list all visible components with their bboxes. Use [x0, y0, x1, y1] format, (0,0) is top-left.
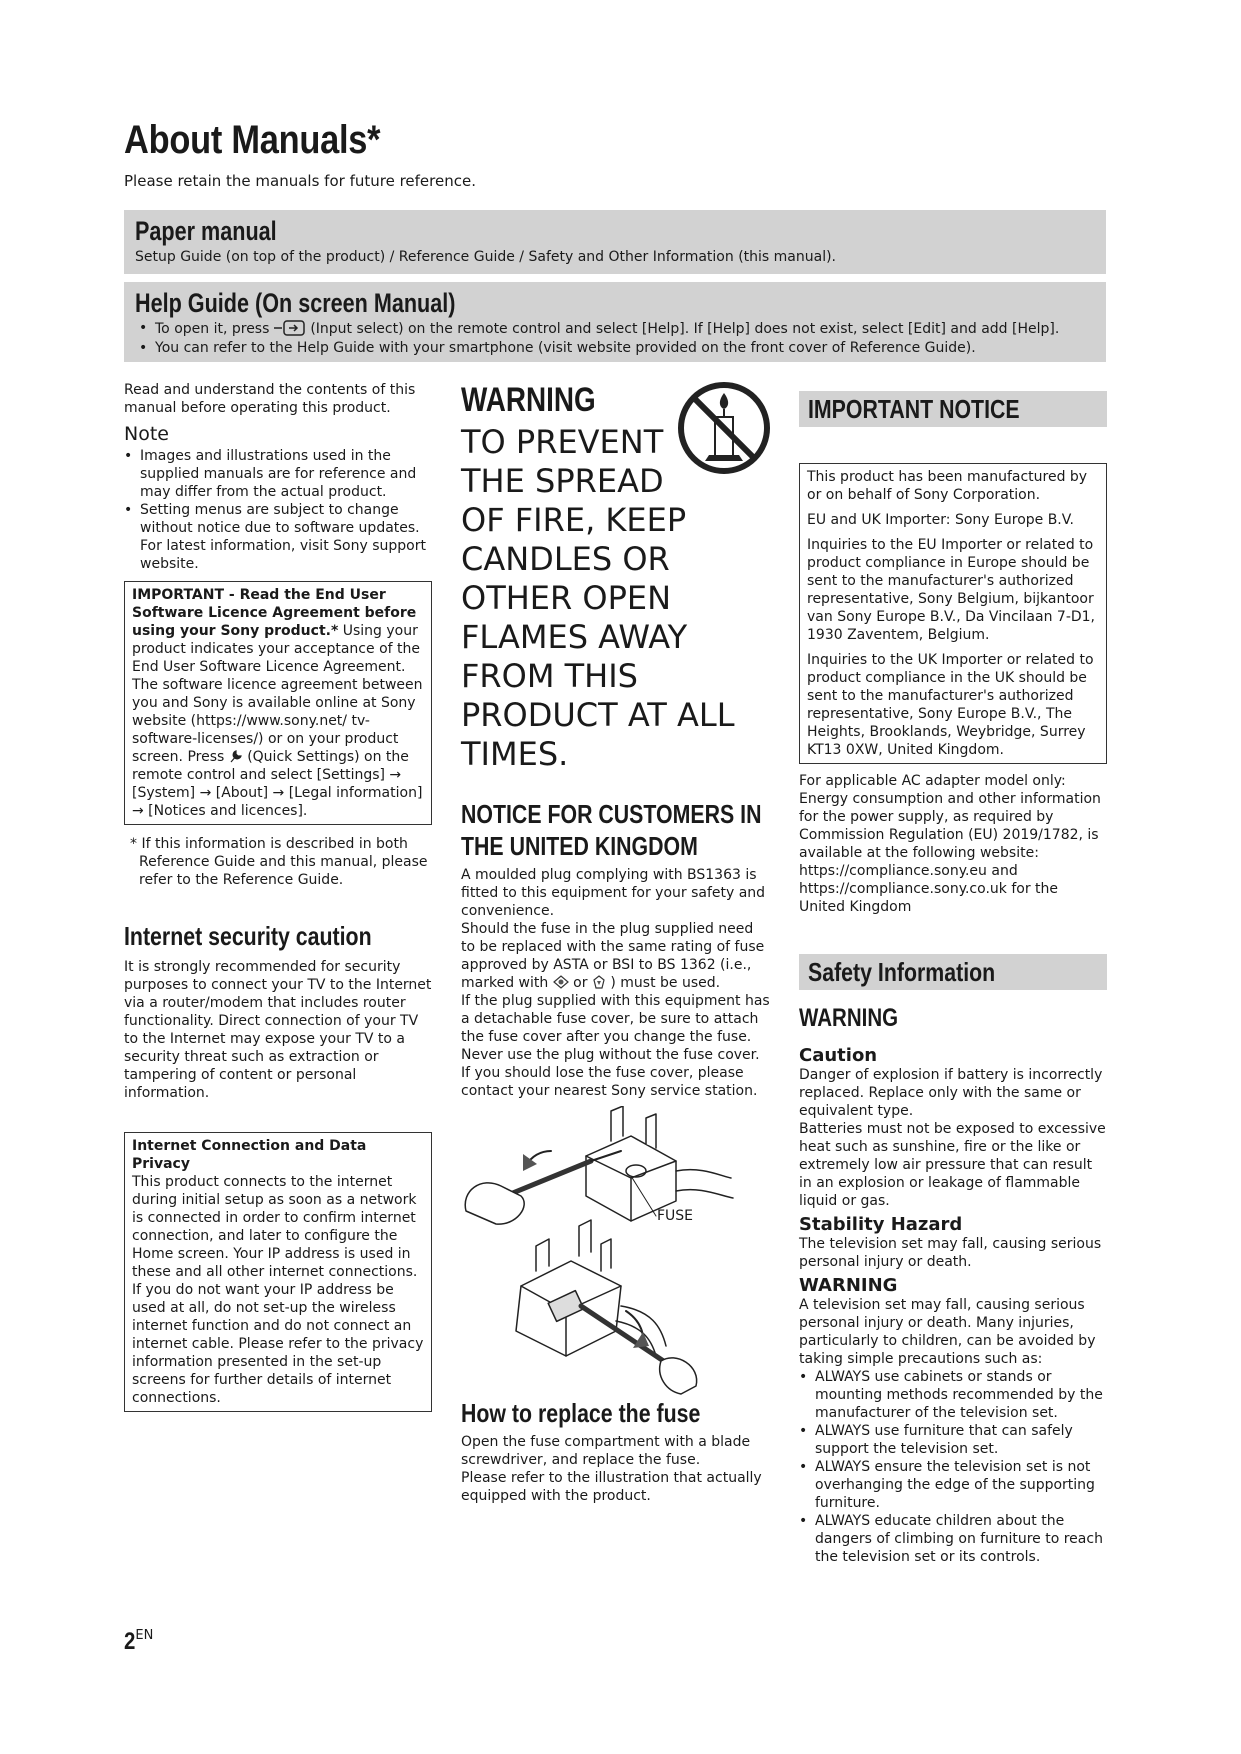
- important-p1: This product has been manufactured by or on behalf of Sony Corporation.: [807, 469, 1088, 503]
- bsi-kitemark-icon: [592, 975, 606, 989]
- help-guide-item: [139, 320, 1059, 337]
- important-p4: Inquiries to the UK Importer or related to product compliance in the UK should be sent to the manufacturer's authorized representative, Sony Europe B.V., The Heights, Brooklands, Weybridge, Surrey KT13 0XW, United Kingdom.: [807, 652, 1094, 758]
- fuse-illustration: [461, 1106, 771, 1396]
- warning2-item: • ALWAYS ensure the television set is not overhanging the edge of the supporting furniture.: [799, 1458, 1107, 1512]
- safety-info-heading: Safety Information: [808, 957, 996, 987]
- no-candle-icon: [675, 379, 773, 477]
- privacy-heading: Internet Connection and Data Privacy: [132, 1138, 367, 1172]
- uk-text-2c: ) must be used.: [610, 975, 721, 991]
- warning-line: THE SPREAD: [461, 462, 664, 500]
- uk-text-2b: or: [573, 975, 588, 991]
- caution-heading: Caution: [799, 1045, 878, 1066]
- fuse-label: FUSE: [657, 1208, 694, 1224]
- replace-fuse-heading: How to replace the fuse: [461, 1398, 701, 1428]
- warning2-text: A television set may fall, causing serious personal injury or death. Many injuries, particularly to children, can be avoided by taking simple precautions such as:: [799, 1297, 1096, 1367]
- left-column: [124, 381, 432, 1412]
- privacy-text: This product connects to the internet during initial setup as soon as a network is connected in order to confirm internet connection, and later to configure the Home screen. Your IP address is used in these and all other internet connections. If you do not want your IP address be used at all, do not set-up the wireless internet function and do not connect an internet cable. Please refer to the privacy information presented in the set-up screens for further details of internet connections.: [132, 1174, 424, 1406]
- replace-fuse-text-2: Please refer to the illustration that actually equipped with the product.: [461, 1470, 762, 1504]
- internet-security-text: It is strongly recommended for security purposes to connect your TV to the Internet via a router/modem that includes router functionality. Direct connection of your TV to the Internet may expose your TV to a security threat such as extraction or tampering of content or personal information.: [124, 959, 432, 1101]
- eula-text: Using your product indicates your acceptance of the End User Software Licence Agreement. The software licence agreement between you and Sony is available online at Sony website (https://www.sony.net/ tv-software-licenses/) or on your product screen. Press: [132, 623, 423, 765]
- help-guide-item-pre: To open it, press: [155, 321, 270, 337]
- caution-text-1: Danger of explosion if battery is incorrectly replaced. Replace only with the same or equivalent type.: [799, 1067, 1103, 1119]
- paper-manual-heading: Paper manual: [135, 216, 277, 246]
- help-guide-item-post: (Input select) on the remote control and select [Help]. If [Help] does not exist, select [Edit] and add [Help].: [310, 321, 1060, 337]
- page-lang: EN: [135, 1628, 154, 1643]
- replace-fuse-text-1: Open the fuse compartment with a blade screwdriver, and replace the fuse.: [461, 1434, 751, 1468]
- eula-text-2: (Quick Settings) on the remote control and select [Settings] → [System] → [About] → [Legal information] → [Notices and licences].: [132, 749, 423, 819]
- privacy-box: [124, 1132, 432, 1412]
- warning-line: FLAMES AWAY: [461, 618, 688, 656]
- uk-text-3: If the plug supplied with this equipment has a detachable fuse cover, be sure to attach the fuse cover after you change the fuse. Never use the plug without the fuse cover. If you should lose the fuse cover, please contact your nearest Sony service station.: [461, 993, 770, 1099]
- note-heading: Note: [124, 423, 169, 445]
- uk-text-1: A moulded plug complying with BS1363 is fitted to this equipment for your safety and convenience.: [461, 867, 766, 919]
- help-guide-box: [124, 282, 1106, 362]
- quick-settings-icon: [229, 749, 243, 763]
- safety-info-bar: [799, 954, 1107, 990]
- uk-text-2: [461, 920, 771, 992]
- page-title: About Manuals*: [124, 118, 381, 162]
- warning2-item: • ALWAYS use cabinets or stands or mounting methods recommended by the manufacturer of the television set.: [799, 1368, 1107, 1422]
- warning-line: FROM THIS: [461, 657, 638, 695]
- eula-bold-text: IMPORTANT - Read the End User Software Licence Agreement before using your Sony product.*: [132, 587, 417, 639]
- uk-text-2a: Should the fuse in the plug supplied need to be replaced with the same rating of fuse approved by ASTA or BSI to BS 1362 (i.e., marked with: [461, 921, 765, 991]
- eula-box: [124, 581, 432, 825]
- page-subtitle: Please retain the manuals for future reference.: [124, 172, 476, 190]
- caution-text-2: Batteries must not be exposed to excessive heat such as sunshine, fire or the like or extremely low air pressure that can result in an explosion or leakage of flammable liquid or gas.: [799, 1121, 1106, 1209]
- uk-notice-heading: [461, 798, 761, 862]
- page-number-value: 2: [124, 1628, 136, 1655]
- warning-line: CANDLES OR: [461, 540, 670, 578]
- warning-line: PRODUCT AT ALL: [461, 696, 735, 734]
- uk-heading-line: NOTICE FOR CUSTOMERS IN: [461, 799, 762, 829]
- right-column: [799, 391, 1107, 1566]
- warning-heading: WARNING: [461, 381, 596, 419]
- internet-security-heading: Internet security caution: [124, 921, 372, 951]
- middle-column: [461, 381, 771, 1505]
- stability-text: The television set may fall, causing serious personal injury or death.: [799, 1236, 1102, 1270]
- page-number: [124, 1628, 153, 1656]
- help-guide-item: • You can refer to the Help Guide with your smartphone (visit website provided on the front cover of Reference Guide).: [139, 340, 976, 356]
- warning2-item: • ALWAYS educate children about the dangers of climbing on furniture to reach the television set or its controls.: [799, 1512, 1107, 1566]
- important-p2: EU and UK Importer: Sony Europe B.V.: [807, 512, 1074, 528]
- adapter-text: For applicable AC adapter model only: Energy consumption and other information for the power supply, as required by Commission Regulation (EU) 2019/1782, is available at the following website: https://compliance.sony.eu and https://compliance.sony.co.uk for the United Kingdom: [799, 773, 1101, 915]
- note-item: • Images and illustrations used in the supplied manuals are for reference and may differ from the actual product.: [124, 447, 432, 501]
- warning-line: TO PREVENT: [461, 423, 664, 461]
- important-p3: Inquiries to the EU Importer or related to product compliance in Europe should be sent to the manufacturer's authorized representative, Sony Belgium, bijkantoor van Sony Europe B.V., Da Vincilaan 7-D1, 1930 Zaventem, Belgium.: [807, 537, 1096, 643]
- input-select-icon: [274, 320, 306, 336]
- important-notice-heading: IMPORTANT NOTICE: [808, 394, 1020, 424]
- uk-heading-line: THE UNITED KINGDOM: [461, 831, 698, 861]
- safety-warning-heading: WARNING: [799, 1004, 899, 1032]
- asta-mark-icon: [553, 975, 569, 989]
- intro-text: Read and understand the contents of this manual before operating this product.: [124, 382, 416, 416]
- important-notice-bar: [799, 391, 1107, 427]
- footnote: * If this information is described in both Reference Guide and this manual, please refer to the Reference Guide.: [130, 836, 428, 888]
- note-item: • Setting menus are subject to change without notice due to software updates. For latest information, visit Sony support website.: [124, 501, 432, 573]
- warning2-heading: WARNING: [799, 1275, 898, 1296]
- paper-manual-text: Setup Guide (on top of the product) / Reference Guide / Safety and Other Information (this manual).: [135, 249, 836, 265]
- help-guide-heading: Help Guide (On screen Manual): [135, 288, 456, 318]
- important-notice-box: [799, 463, 1107, 764]
- warning2-item: • ALWAYS use furniture that can safely support the television set.: [799, 1422, 1107, 1458]
- warning-line: OTHER OPEN: [461, 579, 672, 617]
- plug-drawing: [461, 1106, 771, 1396]
- warning-line: TIMES.: [461, 735, 569, 773]
- paper-manual-box: [124, 210, 1106, 274]
- stability-heading: Stability Hazard: [799, 1214, 963, 1235]
- warning-line: OF FIRE, KEEP: [461, 501, 687, 539]
